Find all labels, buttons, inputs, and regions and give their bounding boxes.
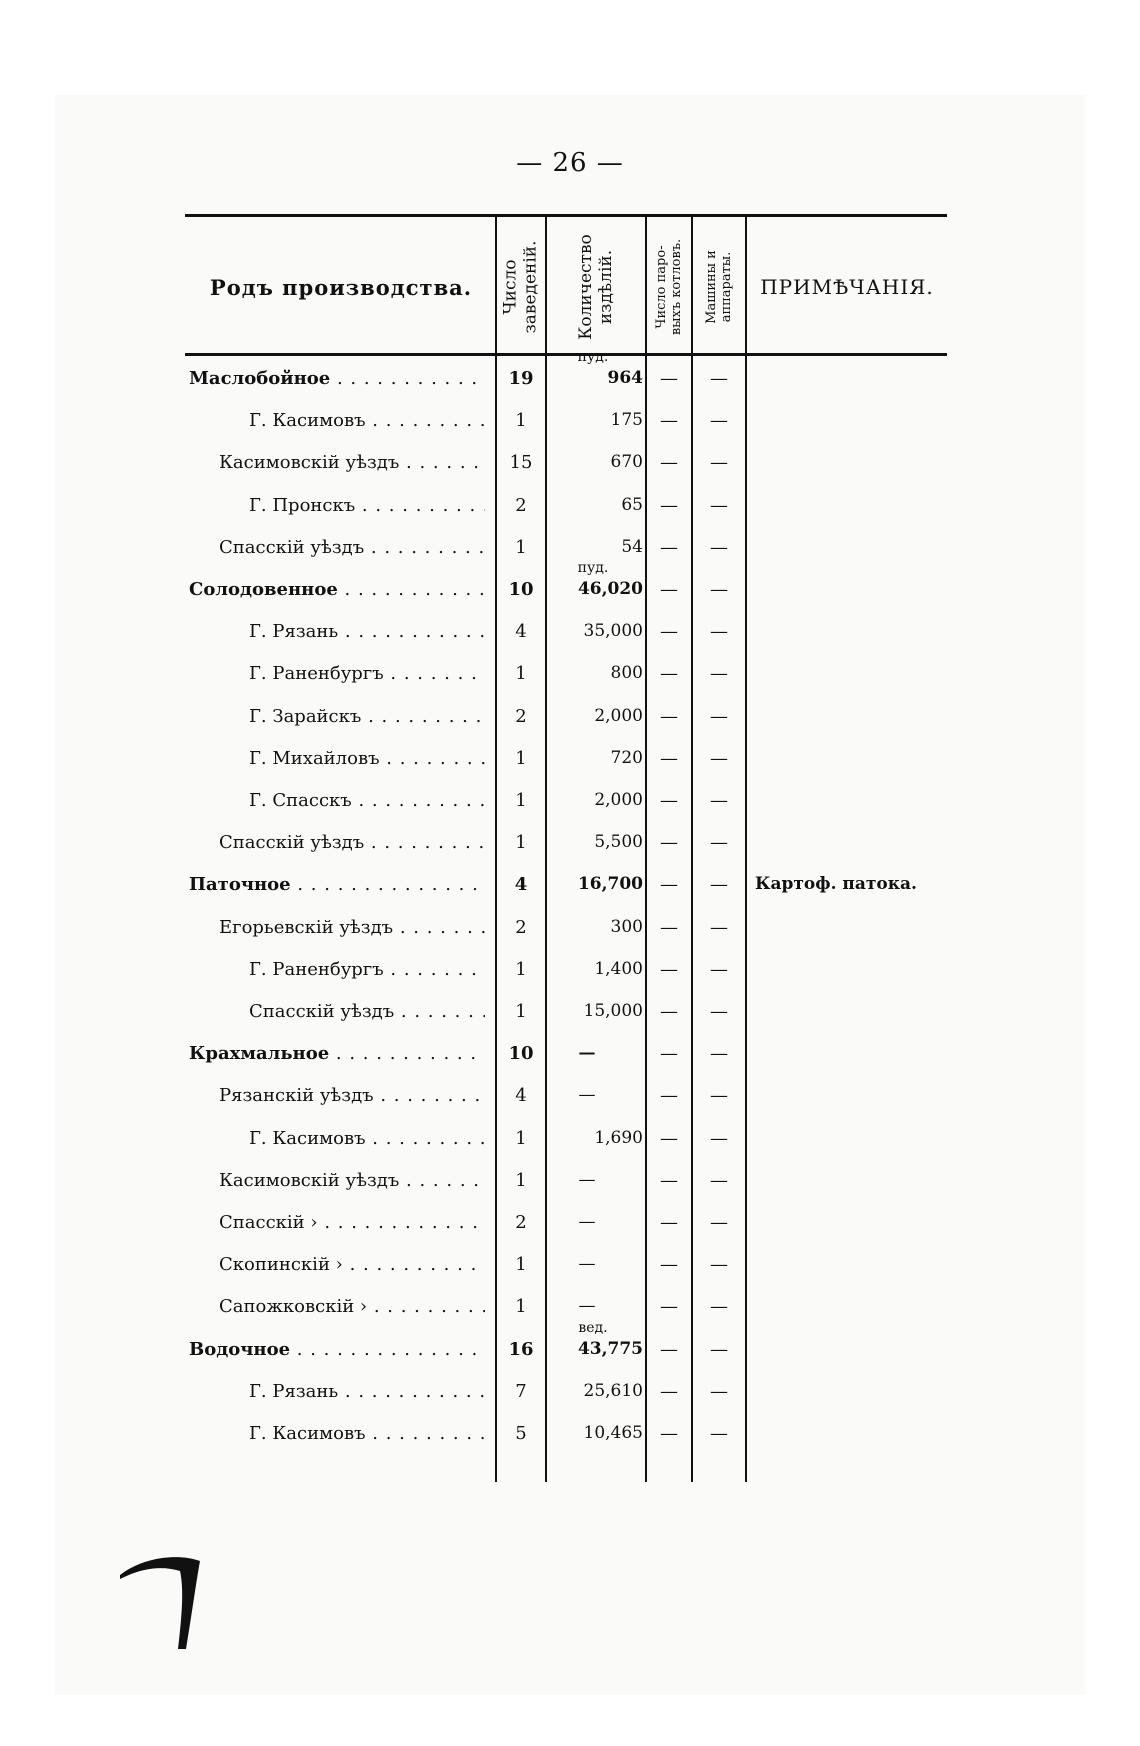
locality-name: Г. Касимовъ . . . xyxy=(249,1128,485,1152)
locality-name: Скопинскій › . . . xyxy=(219,1254,485,1278)
product-quantity: 1,400 xyxy=(594,958,643,979)
table-row xyxy=(185,1319,947,1370)
machines-apparatus: — xyxy=(710,1127,728,1149)
product-quantity: 964 xyxy=(607,368,643,388)
machines-apparatus: — xyxy=(710,452,728,474)
header-establishments xyxy=(497,220,545,354)
product-quantity: 15,000 xyxy=(583,1001,643,1021)
locality-name: Г. Зарайскъ . . . xyxy=(249,706,485,730)
steam-boilers: — xyxy=(660,494,678,516)
header-line: Число xyxy=(501,259,522,315)
product-quantity: 2,000 xyxy=(594,790,643,810)
product-quantity: 46,020 xyxy=(577,579,643,599)
steam-boilers: — xyxy=(660,1423,678,1444)
establishment-count: 2 xyxy=(515,705,527,727)
locality-name: Г. Рязань . . . xyxy=(249,1381,485,1405)
table-row xyxy=(185,484,947,526)
product-quantity: 35,000 xyxy=(583,621,643,642)
steam-boilers: — xyxy=(660,579,678,600)
header-quantity-text xyxy=(576,234,616,340)
establishment-count: 19 xyxy=(508,368,534,389)
product-quantity: 5,500 xyxy=(594,832,643,853)
header-line: заведеній. xyxy=(521,240,542,334)
header-line: издѣлій. xyxy=(596,249,616,325)
table-row xyxy=(185,399,947,441)
machines-apparatus: — xyxy=(710,705,728,727)
establishment-count: 10 xyxy=(508,579,534,600)
steam-boilers: — xyxy=(660,1169,678,1191)
steam-boilers: — xyxy=(660,1254,678,1276)
machines-apparatus: — xyxy=(710,1380,728,1402)
establishment-count: 1 xyxy=(515,1254,527,1276)
machines-apparatus: — xyxy=(710,1212,728,1233)
product-quantity: 300 xyxy=(610,916,643,937)
machines-apparatus: — xyxy=(710,790,728,811)
establishment-count: 1 xyxy=(515,410,527,432)
machines-apparatus: — xyxy=(710,1296,728,1318)
steam-boilers: — xyxy=(660,874,678,896)
table-row xyxy=(185,1243,947,1285)
product-quantity: — xyxy=(578,1254,596,1275)
steam-boilers: — xyxy=(660,1043,678,1065)
machines-apparatus: — xyxy=(710,916,728,938)
quantity-unit: пуд. xyxy=(577,560,609,576)
steam-boilers: — xyxy=(660,747,678,769)
locality-name: Спасскій уѣздъ . . . xyxy=(219,832,485,856)
steam-boilers: — xyxy=(660,958,678,980)
machines-apparatus: — xyxy=(710,579,728,600)
table-row xyxy=(185,652,947,694)
header-line: Количество xyxy=(576,234,596,340)
product-quantity: — xyxy=(578,1043,596,1064)
product-quantity: 800 xyxy=(610,663,643,684)
table-row xyxy=(185,906,947,948)
machines-apparatus: — xyxy=(710,1169,728,1191)
product-quantity: — xyxy=(578,1085,596,1106)
machines-apparatus: — xyxy=(710,1001,728,1022)
locality-name: Г. Рязань . . . xyxy=(249,621,485,645)
machines-apparatus: — xyxy=(710,1043,728,1065)
locality-name: Г. Спасскъ . . . xyxy=(249,790,485,814)
table-row xyxy=(185,441,947,483)
locality-name: Сапожковскій › . . . xyxy=(219,1296,485,1320)
table-row xyxy=(185,1412,947,1454)
table-row xyxy=(185,1370,947,1412)
machines-apparatus: — xyxy=(710,832,728,854)
establishment-count: 15 xyxy=(509,452,533,474)
product-quantity: 1,690 xyxy=(594,1127,643,1148)
table-row xyxy=(185,1201,947,1243)
ink-blot xyxy=(118,1553,208,1653)
production-category: Водочное . . . xyxy=(189,1339,485,1363)
machines-apparatus: — xyxy=(710,536,728,558)
product-quantity: 2,000 xyxy=(594,705,643,726)
table-row xyxy=(185,560,947,610)
steam-boilers: — xyxy=(660,832,678,854)
steam-boilers: — xyxy=(660,790,678,811)
establishment-count: 7 xyxy=(515,1380,527,1402)
locality-name: Спасскій › . . . xyxy=(219,1212,485,1236)
quantity-unit: вед. xyxy=(578,1319,608,1336)
establishment-count: 1 xyxy=(515,747,527,769)
steam-boilers: — xyxy=(660,410,678,432)
machines-apparatus: — xyxy=(710,621,728,643)
header-line: выхъ котловъ. xyxy=(669,238,685,336)
steam-boilers: — xyxy=(660,452,678,474)
steam-boilers: — xyxy=(660,1085,678,1107)
table-row xyxy=(185,695,947,737)
steam-boilers: — xyxy=(660,1001,678,1022)
locality-name: Егорьевскій уѣздъ . . . xyxy=(219,917,485,941)
machines-apparatus: — xyxy=(710,410,728,432)
product-quantity: 54 xyxy=(621,536,643,557)
header-boilers xyxy=(647,220,691,354)
establishment-count: 1 xyxy=(515,1001,527,1022)
steam-boilers: — xyxy=(660,536,678,558)
establishment-count: 1 xyxy=(515,958,527,980)
production-category: Маслобойное . . . xyxy=(189,368,485,392)
table-row xyxy=(185,1159,947,1201)
table-row xyxy=(185,990,947,1032)
table-row xyxy=(185,610,947,652)
header-boilers-text xyxy=(654,239,684,335)
establishment-count: 1 xyxy=(515,790,527,811)
product-quantity: — xyxy=(578,1212,596,1232)
locality-name: Касимовскій уѣздъ . . . xyxy=(219,452,485,476)
machines-apparatus: — xyxy=(710,1254,728,1276)
header-line: Машины и xyxy=(704,250,719,324)
machines-apparatus: — xyxy=(710,663,728,685)
locality-name: Г. Раненбургъ . . . xyxy=(249,663,485,687)
header-production: Родъ производства. xyxy=(209,274,473,300)
product-quantity: — xyxy=(578,1296,596,1317)
production-category: Паточное . . . xyxy=(189,874,485,898)
product-quantity: — xyxy=(578,1169,596,1190)
table-row xyxy=(185,948,947,990)
statistics-table xyxy=(185,214,947,1482)
table-row xyxy=(185,1074,947,1116)
header-machines-text xyxy=(704,250,734,324)
machines-apparatus: — xyxy=(710,1085,728,1107)
steam-boilers: — xyxy=(660,705,678,727)
quantity-unit: пуд. xyxy=(577,349,609,365)
table-row xyxy=(185,1032,947,1074)
locality-name: Г. Пронскъ . . . xyxy=(249,495,485,519)
establishment-count: 4 xyxy=(515,1085,527,1107)
establishment-count: 4 xyxy=(514,874,528,896)
locality-name: Спасскій уѣздъ . . . xyxy=(219,537,485,561)
product-quantity: 720 xyxy=(610,747,643,768)
machines-apparatus: — xyxy=(710,368,728,389)
steam-boilers: — xyxy=(660,663,678,685)
machines-apparatus: — xyxy=(710,1423,728,1444)
steam-boilers: — xyxy=(660,1127,678,1149)
header-machines xyxy=(693,220,745,354)
steam-boilers: — xyxy=(660,1296,678,1318)
product-quantity: 175 xyxy=(610,410,643,431)
machines-apparatus: — xyxy=(710,1338,728,1360)
product-quantity: 25,610 xyxy=(583,1380,643,1401)
header-line: аппараты. xyxy=(719,251,734,323)
establishment-count: 1 xyxy=(515,832,527,854)
establishment-count: 16 xyxy=(508,1338,534,1360)
table-row xyxy=(185,737,947,779)
header-notes: ПРИМѢЧАНІЯ. xyxy=(760,275,934,299)
establishment-count: 1 xyxy=(515,1127,527,1149)
header-quantity xyxy=(547,220,645,354)
locality-name: Г. Раненбургъ . . . xyxy=(249,959,485,983)
product-quantity: 10,465 xyxy=(583,1423,643,1443)
establishment-count: 5 xyxy=(515,1423,527,1444)
locality-name: Г. Касимовъ . . . xyxy=(249,1423,485,1447)
header-line: Число паро- xyxy=(654,245,670,329)
product-quantity: 43,775 xyxy=(577,1338,643,1359)
production-category: Солодовенное . . . xyxy=(189,579,485,603)
steam-boilers: — xyxy=(660,916,678,938)
establishment-count: 4 xyxy=(515,621,527,643)
establishment-count: 2 xyxy=(515,494,527,516)
production-category: Крахмальное . . . xyxy=(189,1043,485,1067)
establishment-count: 2 xyxy=(515,1212,527,1233)
machines-apparatus: — xyxy=(710,874,728,896)
table-row xyxy=(185,349,947,399)
establishment-count: 10 xyxy=(508,1043,534,1065)
machines-apparatus: — xyxy=(710,747,728,769)
product-quantity: 670 xyxy=(610,452,643,473)
locality-name: Г. Касимовъ . . . xyxy=(249,410,485,434)
locality-name: Спасскій уѣздъ . . . xyxy=(249,1001,485,1025)
establishment-count: 2 xyxy=(515,916,527,938)
steam-boilers: — xyxy=(660,621,678,643)
table-row xyxy=(185,821,947,863)
locality-name: Рязанскій уѣздъ . . . xyxy=(219,1085,485,1109)
machines-apparatus: — xyxy=(710,958,728,980)
header-establishments-text xyxy=(501,240,541,333)
row-note: Картоф. патока. xyxy=(755,874,917,895)
establishment-count: 1 xyxy=(515,1296,527,1318)
establishment-count: 1 xyxy=(515,536,527,558)
table-row xyxy=(185,1117,947,1159)
establishment-count: 1 xyxy=(515,663,527,685)
table-row xyxy=(185,779,947,821)
locality-name: Г. Михайловъ . . . xyxy=(249,748,485,772)
product-quantity: 16,700 xyxy=(577,874,643,895)
locality-name: Касимовскій уѣздъ . . . xyxy=(219,1170,485,1194)
establishment-count: 1 xyxy=(515,1169,527,1191)
steam-boilers: — xyxy=(660,1338,678,1360)
product-quantity: 65 xyxy=(621,494,643,515)
table-row xyxy=(185,863,947,905)
steam-boilers: — xyxy=(660,368,678,389)
page-number: — 26 — xyxy=(516,148,624,178)
steam-boilers: — xyxy=(660,1380,678,1402)
steam-boilers: — xyxy=(660,1212,678,1233)
machines-apparatus: — xyxy=(710,494,728,516)
